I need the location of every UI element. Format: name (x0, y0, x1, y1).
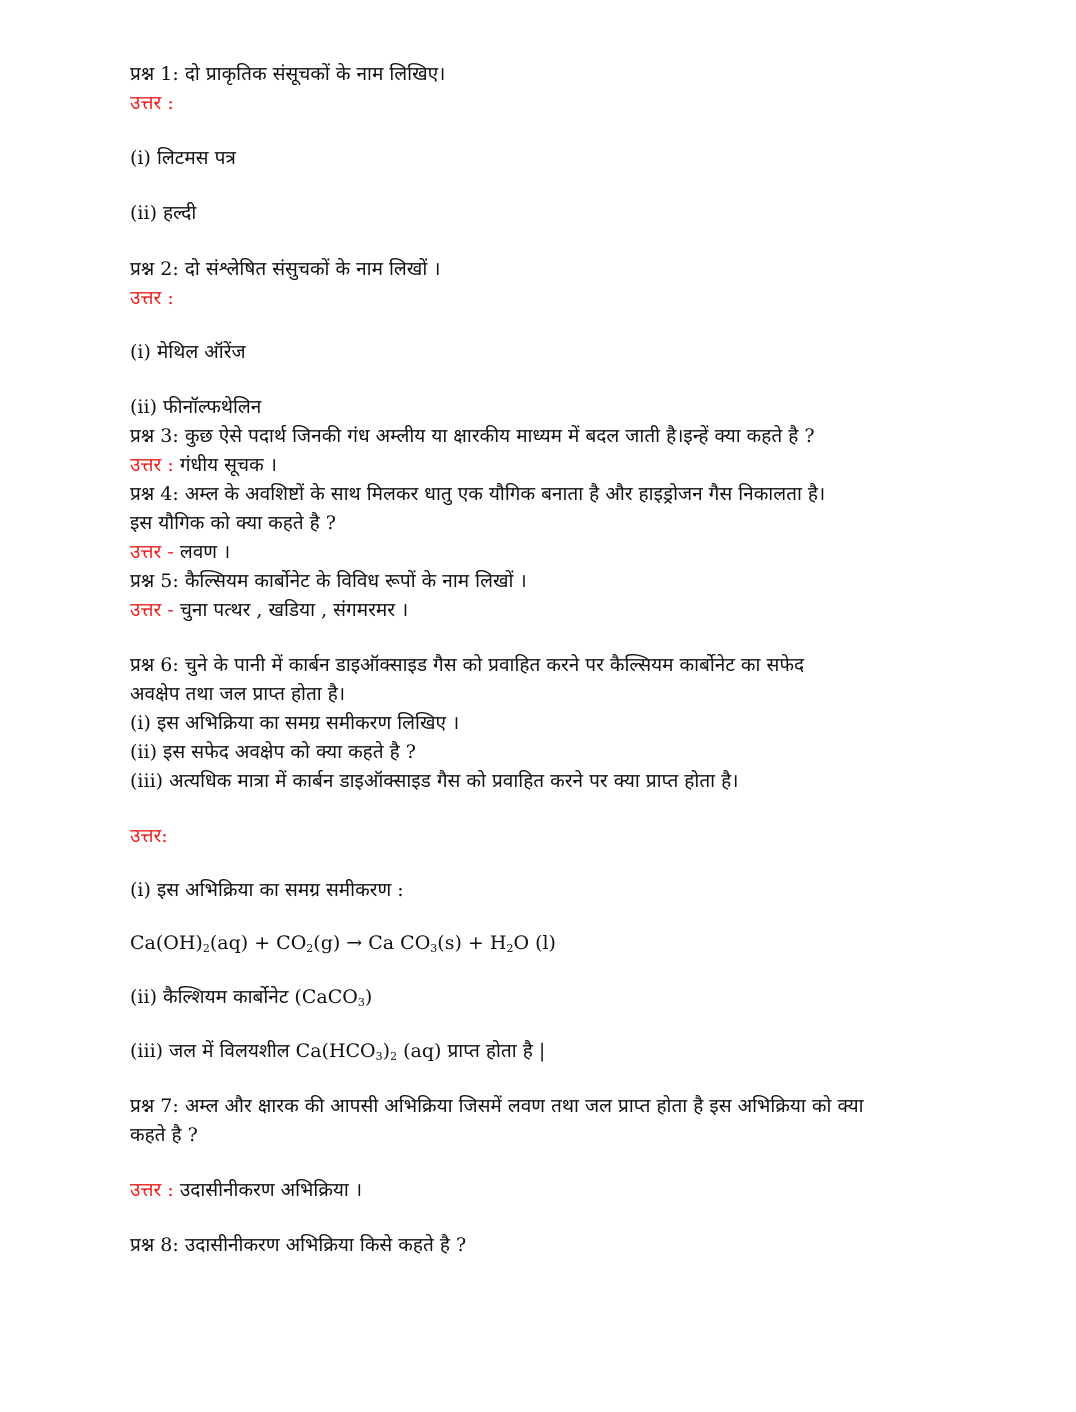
answer-5-text: चुना पत्थर , खडिया , संगमरमर । (179, 599, 409, 621)
answer-1-item-1: (i) लिटमस पत्र (130, 147, 236, 169)
answer-label-4: उत्तर - (130, 541, 174, 563)
answer-label-6: उत्तर: (130, 825, 168, 847)
question-7-line-2: कहते है ? (130, 1124, 198, 1146)
question-7-line-1: प्रश्न 7: अम्ल और क्षारक की आपसी अभिक्रिया जिसमें लवण तथा जल प्राप्त होता है इस अभिक्रिया को क्या (130, 1095, 864, 1117)
answer-3 (130, 451, 277, 479)
question-8: प्रश्न 8: उदासीनीकरण अभिक्रिया किसे कहते है ? (130, 1234, 467, 1256)
answer-3-text: गंधीय सूचक । (179, 454, 277, 476)
answer-label-3: उत्तर : (130, 454, 174, 476)
answer-5 (130, 596, 408, 624)
question-4-line-2: इस यौगिक को क्या कहते है ? (130, 512, 336, 534)
question-6-sub-1: (i) इस अभिक्रिया का समग्र समीकरण लिखिए । (130, 712, 460, 734)
answer-7 (130, 1176, 362, 1204)
question-6-line-1: प्रश्न 6: चुने के पानी में कार्बन डाइऑक्साइड गैस को प्रवाहित करने पर कैल्सियम कार्बोनेट का सफेद (130, 654, 805, 676)
answer-1-item-2: (ii) हल्दी (130, 202, 197, 224)
answer-2-item-2: (ii) फीनॉल्फथेलिन (130, 396, 262, 418)
question-3: प्रश्न 3: कुछ ऐसे पदार्थ जिनकी गंध अम्लीय या क्षारकीय माध्यम में बदल जाती है।इन्हें क्या कहते है ? (130, 425, 815, 447)
answer-label-7: उत्तर : (130, 1179, 174, 1201)
question-1: प्रश्न 1: दो प्राकृतिक संसूचकों के नाम लिखिए। (130, 63, 446, 85)
question-6-sub-2: (ii) इस सफेद अवक्षेप को क्या कहते है ? (130, 741, 416, 763)
question-6-line-2: अवक्षेप तथा जल प्राप्त होता है। (130, 683, 346, 705)
answer-6-part-1: (i) इस अभिक्रिया का समग्र समीकरण : (130, 879, 404, 901)
chemical-equation: $Ca(OH)_2(aq) + CO_2(g) \to Ca$ $CO_3(s) + H_2O$ (l) (130, 932, 556, 955)
answer-label-2: उत्तर : (130, 287, 174, 309)
answer-label-1: उत्तर : (130, 92, 174, 114)
question-6-sub-3: (iii) अत्यधिक मात्रा में कार्बन डाइऑक्साइड गैस को प्रवाहित करने पर क्या प्राप्त होता है। (130, 770, 739, 792)
answer-4 (130, 538, 230, 566)
answer-label-5: उत्तर - (130, 599, 174, 621)
answer-7-text: उदासीनीकरण अभिक्रिया । (179, 1179, 363, 1201)
question-5: प्रश्न 5: कैल्सियम कार्बोनेट के विविध रूपों के नाम लिखों । (130, 570, 527, 592)
question-4-line-1: प्रश्न 4: अम्ल के अवशिष्टों के साथ मिलकर धातु एक यौगिक बनाता है और हाइड्रोजन गैस निकालता है। (130, 483, 826, 505)
answer-4-text: लवण । (179, 541, 231, 563)
question-2: प्रश्न 2: दो संश्लेषित संसुचकों के नाम लिखों । (130, 258, 441, 280)
answer-6-part-2: (ii) कैल्शियम कार्बोनेट (CaCO$_3$) (130, 986, 373, 1009)
answer-2-item-1: (i) मेथिल ऑरेंज (130, 341, 246, 363)
answer-6-part-3: (iii) जल में विलयशील $Ca(HCO_3)_2$ (aq) प्राप्त होता है | (130, 1040, 546, 1063)
